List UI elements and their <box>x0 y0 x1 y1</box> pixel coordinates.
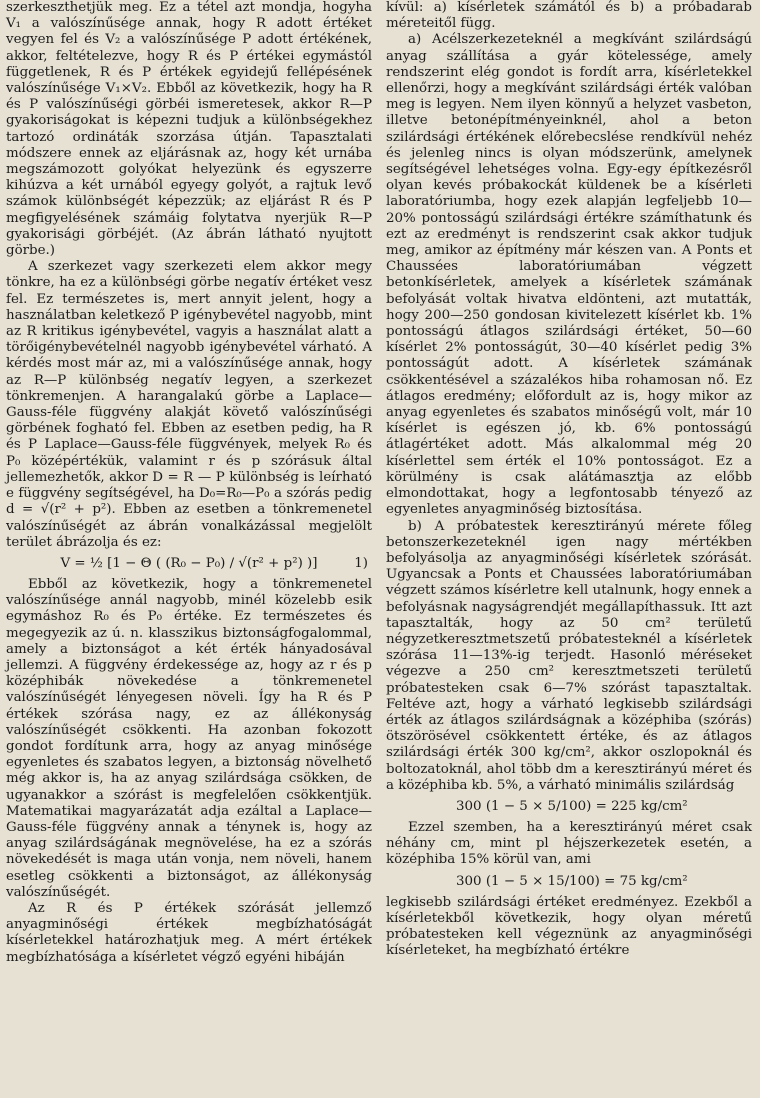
equation-1 <box>6 555 372 573</box>
paragraph: kívül: a) kísérletek számától és b) a próbadarab méreteitől függ. <box>386 0 752 32</box>
right-column <box>386 0 752 959</box>
paragraph: szerkeszthetjük meg. Ez a tétel azt mondja, hogyha V₁ a valószínűsége annak, hogy R adott értéket vegyen fel és V₂ a valószínűsége P adott értékének, akkor, feltételezve, hogy R és P értékei egymástól függetlenek, R és P értékek egyidejű fellépésének valószínűsége V₁×V₂. Ebből az következik, hogy ha R és P valószínűségi görbéi ismeretesek, akkor R—P gyakoriságokat is képezni tudjuk a különbségekhez tartozó ordináták szorzása útján. Tapasztalati módszere ennek az eljárásnak az, hogy két urnába megszámozott golyókat helyezünk és egyszerre kihúzva a két urnából egyegy golyót, a rajtuk levő számok különbségét képezzük; az eljárást R és P megfigyelésének számáig folytatva nyerjük R—P gyakorisági görbéjét. (Az ábrán látható nyujtott görbe.) <box>6 0 372 259</box>
paragraph: a) Acélszerkezeteknél a megkívánt szilárdságú anyag szállítása a gyár kötelessége, amely rendszerint elég gondot is fordít arra, kísérletekkel ellenőrzi, hogy a megkívánt szilárdsági érték valóban meg is legyen. Nem ilyen könnyű a helyzet vasbeton, illetve betonépítményeinknél, ahol a beton szilárdsági értékének előrebecslése rendkívül nehéz és jelenleg nincs is olyan módszerünk, amelynek segítségével lehetséges volna. Egy-egy építkezésről olyan kevés próbakockát küldenek be a kísérleti laboratóriumba, hogy ezek alapján legfeljebb 10—20% pontosságú szilárdsági értékre számíthatunk és ezt az eredményt is rendszerint csak akkor tudjuk meg, amikor az építmény már készen van. A Ponts et Chaussées laboratóriumában végzett betonkísérletek, amelyek a kísérletek számának befolyását voltak hivatva eldönteni, azt mutatták, hogy 200—250 gondosan kivitelezett kísérlet kb. 1% pontosságú átlagos szilárdsági értéket, 50—60 kísérlet 2% pontosságút, 30—40 kísérlet pedig 3% pontosságút adott. A kísérletek számának csökkentésével a százalékos hiba rohamosan nő. Ez átlagos eredmény; előfordult az is, hogy mikor az anyag egyenletes és szabatos minőségű volt, már 10 kísérlet is egészen jó, kb. 6% pontosságú átlagértéket adott. Más alkalommal még 20 kísérlettel sem érték el 10% pontosságot. Ez a körülmény is csak alátámasztja az előbb elmondottakat, hogy a legfontosabb tényező az egyenletes anyagminőség biztosítása. <box>386 32 752 518</box>
paragraph: Az R és P értékek szórását jellemző anyagminőségi értékek megbízhatóságát kísérletekkel határozhatjuk meg. A mért értékek megbízhatósága a kísérletet végző egyéni hibáján <box>6 900 372 965</box>
left-column <box>6 0 372 966</box>
equation-3 <box>386 873 752 891</box>
equation-number: 1) <box>354 555 368 571</box>
paragraph: A szerkezet vagy szerkezeti elem akkor megy tönkre, ha ez a különbségi görbe negatív értéket vesz fel. Ez természetes is, mert annyit jelent, hogy a használatban keletkező P igénybevétel nagyobb, mint az R kritikus igénybevétel, vagyis a használat alatt a törőigénybevételnél nagyobb igénybevétel várható. A kérdés most már az, mi a valószínűsége annak, hogy az R—P különbség negatív legyen, a szerkezet tönkremenjen. A harangalakú görbe a Laplace—Gauss-féle függvény alakját követő valószínűségi görbének fogható fel. Ebben az esetben pedig, ha R és P Laplace—Gauss-féle függvények, melyek R₀ és P₀ középértékük, valamint r és p szórásuk által jellemezhetők, akkor D = R — P különbség is leírható e függvény segítségével, ha D₀=R₀—P₀ a szórás pedig d = √(r² + p²). Ebben az esetben a tönkremenetel valószínűségét az ábrán vonalkázással megjelölt terület ábrázolja és ez: <box>6 259 372 550</box>
equation-2-body: 300 (1 − 5 × 5/100) = 225 kg/cm² <box>456 798 688 814</box>
equation-3-body: 300 (1 − 5 × 15/100) = 75 kg/cm² <box>456 873 688 889</box>
paragraph: legkisebb szilárdsági értéket eredményez. Ezekből a kísérletekből következik, hogy olyan méretű próbatesteken kell végeznünk az anyagminőségi kísérleteket, ha megbízható értékre <box>386 894 752 959</box>
paragraph: Ezzel szemben, ha a keresztirányú méret csak néhány cm, mint pl héjszerkezetek esetén, a középhiba 15% körül van, ami <box>386 819 752 868</box>
equation-1-body: V = ½ [1 − Θ ( (R₀ − P₀) / √(r² + p²) )] <box>60 555 318 571</box>
paragraph: b) A próbatestek keresztirányú mérete főleg betonszerkezeteknél igen nagy mértékben befolyásolja az anyagminőségi kísérletek szórását. Ugyancsak a Ponts et Chaussées laboratóriumában végzett számos kísérletre kell utalnunk, hogy ennek a befolyásnak nagyságrendjét megállapíthassuk. Itt azt tapasztalták, hogy az 50 cm² területű négyzetkeresztmetszetű próbatesteknél a kísérletek szórása 11—13%-ig terjedt. Hasonló méréseket végezve a 250 cm² keresztmetszeti területű próbatesteken csak 6—7% szórást tapasztaltak. Feltéve azt, hogy a várható legkisebb szilárdsági érték az átlagos szilárdságnak a középhiba (szórás) ötszörösével csökkentett értéke, és az átlagos szilárdsági érték 300 kg/cm², akkor oszlopoknál és boltozatoknál, ahol több dm a keresztirányú méret és a középhiba kb. 5%, a várható minimális szilárdság <box>386 518 752 793</box>
paragraph: Ebből az következik, hogy a tönkremenetel valószínűsége annál nagyobb, minél közelebb esik egymáshoz R₀ és P₀ értéke. Ez természetes és megegyezik az ú. n. klasszikus biztonságfogalommal, amely a biztonságot a két érték hányadosával jellemzi. A függvény érdekessége az, hogy az r és p középhibák növekedése a tönkremenetel valószínűségét lényegesen növeli. Így ha R és P értékek szórása nagy, ez az állékonyság valószínűségét csökkenti. Ha azonban fokozott gondot fordítunk arra, hogy az anyag minősége egyenletes és szabatos legyen, a biztonság növelhető még akkor is, ha az anyag szilárdsága csökken, de ugyanakkor a szórást is megfelelően csökkentjük. Matematikai magyarázatát adja ezáltal a Laplace—Gauss-féle függvény annak a ténynek is, hogy az anyag szilárdságának megnövelése, ha ez a szórás növekedését is maga után vonja, nem növeli, hanem esetleg csökkenti a biztonságot, az állékonyság valószínűségét. <box>6 576 372 900</box>
equation-2 <box>386 798 752 816</box>
